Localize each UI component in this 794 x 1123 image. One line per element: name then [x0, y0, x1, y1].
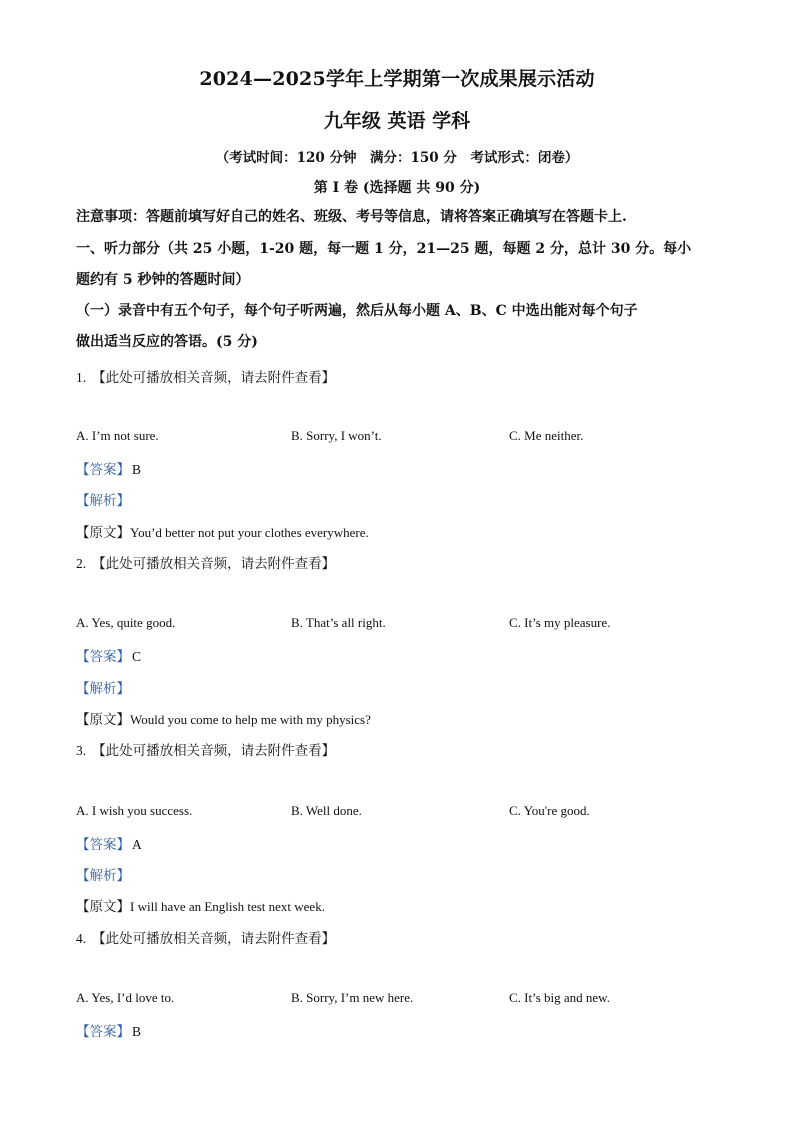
answer-row	[76, 1020, 141, 1040]
option-b: B. Sorry, I’m new here.	[291, 990, 414, 1005]
section-heading: 第 I 卷 (选择题 共 90 分)	[313, 180, 481, 196]
question-1	[76, 366, 335, 386]
question-4	[76, 927, 335, 947]
option-a: A. I wish you success.	[76, 803, 193, 818]
part1-instruction-line1: 一、听力部分（共 25 小题，1-20 题，每一题 1 分，21—25 题，每题 2 分，总计 30 分。每小	[76, 241, 692, 257]
question-number: 2.	[76, 556, 87, 571]
option-c: C. You're good.	[509, 803, 590, 818]
answer-label: 【答案】	[76, 1024, 130, 1040]
original-text: Would you come to help me with my physics?	[130, 712, 371, 727]
answer-value: C	[132, 649, 142, 664]
original-label: 【原文】	[76, 525, 130, 541]
notice-text: 注意事项：答题前填写好自己的姓名、班级、考号等信息，请将答案正确填写在答题卡上.	[76, 209, 627, 225]
answer-value: B	[132, 1024, 142, 1039]
audio-prompt: 【此处可播放相关音频，请去附件查看】	[92, 370, 336, 386]
answer-label: 【答案】	[76, 462, 130, 478]
option-c: C. It’s my pleasure.	[509, 615, 611, 630]
analysis-label: 【解析】	[76, 681, 130, 697]
question-3	[76, 739, 335, 759]
answer-label: 【答案】	[76, 837, 130, 853]
analysis-label: 【解析】	[76, 493, 130, 509]
option-a: A. Yes, I’d love to.	[76, 990, 175, 1005]
option-b: B. Well done.	[291, 803, 362, 818]
sub1-instruction-line2: 做出适当反应的答语。(5 分)	[76, 334, 258, 350]
original-text: I will have an English test next week.	[130, 899, 325, 914]
question-number: 4.	[76, 931, 87, 946]
part1-instruction-line2: 题约有 5 秒钟的答题时间）	[76, 272, 250, 288]
original-row	[76, 895, 325, 915]
exam-subtitle: 九年级 英语 学科	[323, 110, 471, 132]
original-label: 【原文】	[76, 712, 130, 728]
option-a: A. Yes, quite good.	[76, 615, 176, 630]
audio-prompt: 【此处可播放相关音频，请去附件查看】	[92, 556, 336, 572]
option-c: C. Me neither.	[509, 428, 584, 443]
answer-row	[76, 645, 141, 665]
option-b: B. That’s all right.	[291, 615, 386, 630]
original-row	[76, 708, 371, 728]
exam-title: 2024—2025学年上学期第一次成果展示活动	[199, 68, 595, 90]
option-a: A. I’m not sure.	[76, 428, 159, 443]
question-number: 3.	[76, 743, 87, 758]
original-row	[76, 521, 369, 541]
exam-meta: （考试时间：120 分钟 满分：150 分 考试形式：闭卷）	[215, 150, 579, 166]
question-number: 1.	[76, 370, 87, 385]
answer-value: B	[132, 462, 142, 477]
original-label: 【原文】	[76, 899, 130, 915]
question-2	[76, 552, 335, 572]
analysis-label: 【解析】	[76, 868, 130, 884]
audio-prompt: 【此处可播放相关音频，请去附件查看】	[92, 931, 336, 947]
answer-label: 【答案】	[76, 649, 130, 665]
original-text: You’d better not put your clothes everywhere.	[130, 525, 369, 540]
option-c: C. It’s big and new.	[509, 990, 610, 1005]
audio-prompt: 【此处可播放相关音频，请去附件查看】	[92, 743, 336, 759]
sub1-instruction-line1: （一）录音中有五个句子，每个句子听两遍，然后从每小题 A、B、C 中选出能对每个句子	[76, 303, 638, 319]
option-b: B. Sorry, I won’t.	[291, 428, 382, 443]
answer-row	[76, 458, 141, 478]
answer-row	[76, 833, 142, 853]
answer-value: A	[132, 837, 142, 852]
